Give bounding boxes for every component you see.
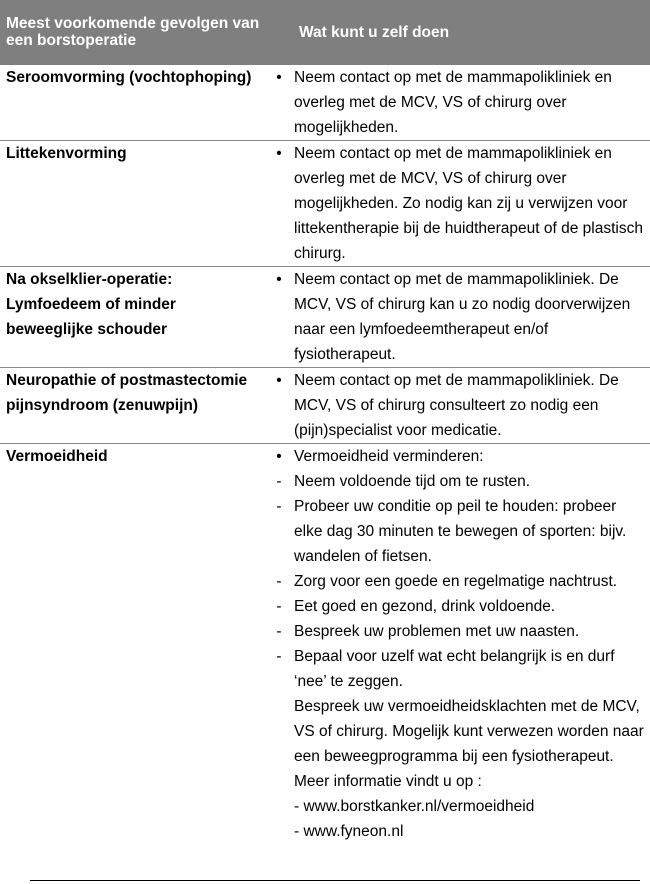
item-text: Neem contact op met de mammapolikliniek en overleg met de MCV, VS of chirurg over mogelijkheden. Zo nodig kan zij u verwijzen voor littekentherapie bij de huidtherapeut of de plastisch chirurg. — [294, 145, 643, 262]
bullet-marker: • — [276, 372, 282, 389]
blank-marker — [262, 694, 294, 794]
blank-marker — [262, 794, 294, 819]
bottom-rule — [30, 880, 640, 881]
row-actions — [262, 368, 650, 444]
dash-marker: - — [276, 473, 282, 490]
link-borstkanker: - www.borstkanker.nl/vermoeidheid — [294, 798, 535, 815]
list-item — [262, 819, 650, 844]
row-category: Na okselklier-operatie: Lymfoedeem of minder beweeglijke schouder — [6, 271, 176, 338]
dash-marker: - — [276, 623, 282, 640]
item-text: Bespreek uw vermoeidheidsklachten met de MCV, VS of chirurg. Mogelijk kunt verwezen worden naar een beweegprogramma bij een fysiotherapeut. Meer informatie vindt u op : — [294, 698, 644, 790]
row-actions — [262, 65, 650, 141]
table-row — [0, 368, 650, 444]
table-row — [0, 141, 650, 267]
item-text: Zorg voor een goede en regelmatige nachtrust. — [294, 573, 618, 590]
link-fyneon: - www.fyneon.nl — [294, 823, 404, 840]
table-row — [0, 444, 650, 845]
list-item — [262, 65, 650, 140]
list-item — [262, 494, 650, 569]
bullet-marker: • — [276, 271, 282, 288]
table-header-row — [0, 0, 650, 65]
blank-marker — [262, 819, 294, 844]
item-text: Probeer uw conditie op peil te houden: probeer elke dag 30 minuten te bewegen of sporten: bijv. wandelen of fietsen. — [294, 498, 627, 565]
list-item — [262, 594, 650, 619]
bullet-marker: • — [276, 448, 282, 465]
item-text: Neem contact op met de mammapolikliniek. De MCV, VS of chirurg consulteert zo nodig een (pijn)specialist voor medicatie. — [294, 372, 619, 439]
list-item — [262, 368, 650, 443]
table-row — [0, 65, 650, 141]
list-item — [262, 469, 650, 494]
dash-marker: - — [276, 498, 282, 515]
table-row — [0, 267, 650, 368]
item-text: Vermoeidheid verminderen: — [294, 448, 484, 465]
dash-marker: - — [276, 573, 282, 590]
row-actions — [262, 444, 650, 845]
header-consequences: Meest voorkomende gevolgen van een borstoperatie — [0, 0, 262, 65]
item-text: Bespreek uw problemen met uw naasten. — [294, 623, 580, 640]
item-text: Eet goed en gezond, drink voldoende. — [294, 598, 556, 615]
list-item — [262, 794, 650, 819]
list-item — [262, 644, 650, 694]
list-item — [262, 444, 650, 469]
list-item — [262, 694, 650, 794]
row-category: Seroomvorming (vochtophoping) — [6, 69, 252, 86]
bullet-marker: • — [276, 69, 282, 86]
row-actions — [262, 267, 650, 368]
bullet-marker: • — [276, 145, 282, 162]
item-text: Neem contact op met de mammapolikliniek en overleg met de MCV, VS of chirurg over mogelijkheden. — [294, 69, 612, 136]
row-actions — [262, 141, 650, 267]
row-category: Vermoeidheid — [6, 448, 108, 465]
dash-marker: - — [276, 648, 282, 665]
row-category: Neuropathie of postmastectomie pijnsyndroom (zenuwpijn) — [6, 372, 248, 414]
list-item — [262, 267, 650, 367]
list-item — [262, 569, 650, 594]
header-actions: Wat kunt u zelf doen — [262, 0, 650, 65]
item-text: Neem contact op met de mammapolikliniek. De MCV, VS of chirurg kan u zo nodig doorverwijzen naar een lymfoedeemtherapeut en/of fysiotherapeut. — [294, 271, 631, 363]
row-category: Littekenvorming — [6, 145, 127, 162]
list-item — [262, 141, 650, 266]
dash-marker: - — [276, 598, 282, 615]
item-text: Bepaal voor uzelf wat echt belangrijk is en durf ‘nee’ te zeggen. — [294, 648, 615, 690]
item-text: Neem voldoende tijd om te rusten. — [294, 473, 531, 490]
list-item — [262, 619, 650, 644]
